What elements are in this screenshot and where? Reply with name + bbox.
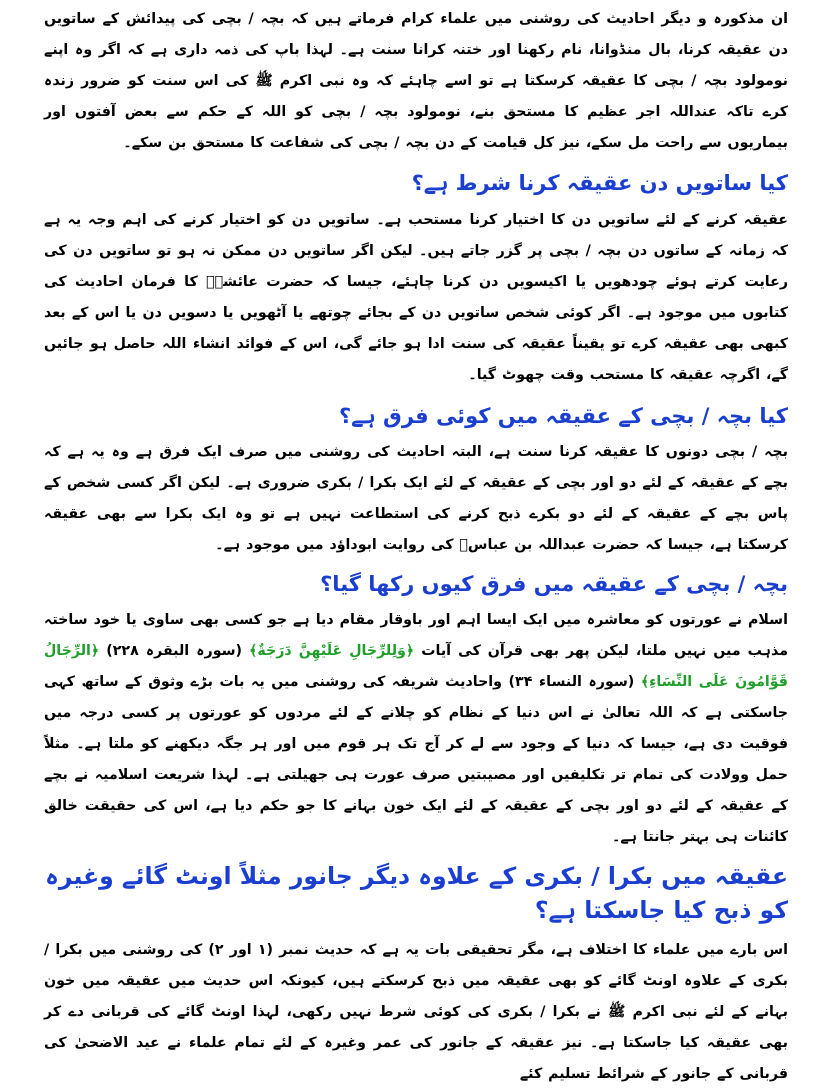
quran-ayah-nisa: ﴿الرِّجَالُ قَوَّامُونَ عَلَى النِّسَاءِ﴾: [44, 643, 788, 690]
heading-boy-girl-difference: کیا بچہ / بچی کے عقیقہ میں کوئی فرق ہے؟: [338, 404, 788, 428]
reference-nisa: (سورہ النساء ۳۴): [508, 674, 635, 690]
document-page: [44, 0, 788, 1082]
heading-other-animals: عقیقہ میں بکرا / بکری کے علاوہ دیگر جانور مثلاً اونٹ گائے وغیرہ کو ذبح کیا جاسکتا ہے؟: [45, 862, 788, 924]
paragraph-other-animals: اس بارے میں علماء کا اختلاف ہے، مگر تحقیقی بات یہ ہے کہ حدیث نمبر (۱ اور ۲) کی روشنی میں بکرا / بکری کے علاوہ اونٹ گائے کو بھی عقیقہ میں ذبح کرسکتے ہیں، کیونکہ اس حدیث میں عقیقہ میں خون بہانے کے لئے نبی اکرم ﷺ نے بکرا / بکری کی کوئی شرط نہیں رکھی، لہذا اونٹ گائے کی قربانی دے کر بھی عقیقہ کیا جاسکتا ہے۔ نیز عقیقہ کے جانور کی عمر وغیرہ کے لئے تمام علماء نے عید الاضحیٰ کی قربانی کے جانور کے شرائط تسلیم کئے: [44, 942, 788, 1082]
heading-why-difference: بچہ / بچی کے عقیقہ میں فرق کیوں رکھا گیا؟: [320, 572, 788, 596]
reference-baqarah: (سورہ البقرہ ۲۲۸): [106, 643, 243, 659]
intro-paragraph: ان مذکورہ و دیگر احادیث کی روشنی میں علماء کرام فرماتے ہیں کہ بچہ / بچی کی پیدائش کے ساتویں دن عقیقہ کرنا، بال منڈوانا، نام رکھنا اور ختنہ کرانا سنت ہے۔ لہذا باپ کی ذمہ داری ہے کہ اگر وہ اپنے نومولود بچہ / بچی کا عقیقہ کرسکتا ہے تو اسے چاہئے کہ وہ نبی اکرم ﷺ کی اس سنت کو ضرور زندہ کرے تاکہ عنداللہ اجر عظیم کا مستحق بنے، نومولود بچہ / بچی کو اللہ کے حکم سے بعض آفتوں اور بیماریوں سے راحت مل سکے، نیز کل قیامت کے دن بچہ / بچی کی شفاعت کا مستحق بن سکے۔: [44, 11, 788, 151]
paragraph-seventh-day: عقیقہ کرنے کے لئے ساتویں دن کا اختیار کرنا مستحب ہے۔ ساتویں دن کو اختیار کرنے کی اہم وجہ یہ ہے کہ زمانہ کے ساتوں دن بچہ / بچی پر گزر جاتے ہیں۔ لیکن اگر ساتویں دن ممکن نہ ہو تو ساتویں دن کی رعایت کرتے ہوئے چودھویں یا اکیسویں دن کرنا چاہئے، جیسا کہ حضرت عائشہؓ کا فرمان احادیث کی کتابوں میں موجود ہے۔ اگر کوئی شخص ساتویں دن کے بجائے چوتھے یا آٹھویں یا دسویں دن یا اس کے بعد کبھی بھی عقیقہ کرے تو یقیناً عقیقہ کی سنت ادا ہو جائے گی، اس کے فوائد انشاء اللہ حاصل ہو جائیں گے، اگرچہ عقیقہ کا مستحب وقت چھوٹ گیا۔: [44, 212, 788, 383]
why-difference-text-before: اسلام نے عورتوں کو معاشرہ میں ایک ایسا اہم اور باوقار مقام دیا ہے جو کسی بھی ساوی یا خود ساختہ مذہب میں نہیں ملتا، لیکن پھر بھی قرآن کی آیات: [44, 612, 788, 659]
heading-seventh-day: کیا ساتویں دن عقیقہ کرنا شرط ہے؟: [411, 171, 788, 195]
quran-ayah-baqarah: ﴿وَلِلرِّجَالِ عَلَيْهِنَّ دَرَجَةٌ﴾: [249, 643, 415, 659]
paragraph-boy-girl-difference: بچہ / بچی دونوں کا عقیقہ کرنا سنت ہے، البتہ احادیث کی روشنی میں صرف ایک فرق ہے وہ یہ ہے کہ بچے کے عقیقہ کے لئے دو اور بچی کے عقیقہ کے لئے ایک بکرا / بکری ضروری ہے۔ لیکن اگر کسی شخص کے پاس بچے کے عقیقہ کے لئے دو بکرے ذبح کرنے کی استطاعت نہیں ہے تو وہ ایک بکرا سے بھی عقیقہ کرسکتا ہے، جیسا کہ حضرت عبداللہ بن عباسؓ کی روایت ابوداؤد میں موجود ہے۔: [44, 444, 788, 553]
paragraph-why-difference: [44, 605, 788, 853]
why-difference-text-after: واحادیث شریفہ کی روشنی میں یہ بات بڑے وثوق کے ساتھ کہی جاسکتی ہے کہ اللہ تعالیٰ نے اس دنیا کے نظام کو چلانے کے لئے مردوں کو عورتوں پر کسی درجہ میں فوقیت دی ہے، جیسا کہ دنیا کے وجود سے لے کر آج تک ہر قوم میں اور ہر جگہ دیکھنے کو ملتا ہے۔ مثلاً حمل وولادت کی تمام تر تکلیفیں اور مصیبتیں صرف عورت ہی جھیلتی ہے۔ لہذا شریعت اسلامیہ نے بچے کے عقیقہ کے لئے دو اور بچی کے عقیقہ کے لئے ایک خون بہانے کا جو حکم دیا ہے، اس کی حقیقت خالق کائنات ہی بہتر جانتا ہے۔: [44, 674, 788, 845]
